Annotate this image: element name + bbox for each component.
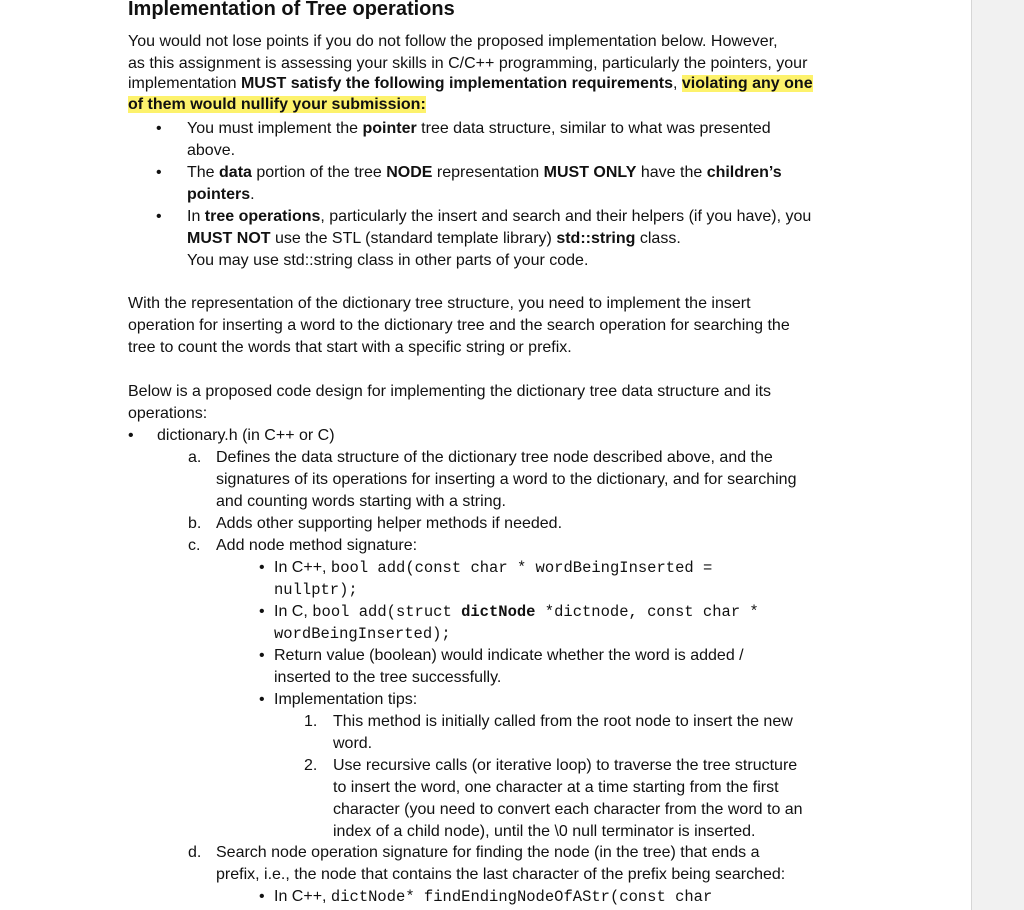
item-a-marker: a.: [188, 449, 202, 466]
bullet-icon: •: [259, 647, 265, 664]
bullet-icon: •: [259, 888, 265, 905]
intro-highlight-text: of them would nullify your submission: [128, 96, 421, 113]
req-2-text-e: representation: [432, 164, 544, 181]
tip-2-marker: 2.: [304, 757, 318, 774]
req-2-bold-data: data: [219, 164, 252, 181]
bullet-icon: •: [156, 164, 162, 181]
find-prefix: In C++,: [274, 888, 331, 905]
req-2-bold-must-only: MUST ONLY: [543, 164, 637, 181]
bullet-icon: •: [259, 559, 265, 576]
intro-line-4: [128, 94, 426, 116]
c-prefix: In C,: [274, 603, 313, 620]
intro-line-1: You would not lose points if you do not follow the proposed implementation below. However,: [128, 33, 778, 50]
req-3-bold-must-not: MUST NOT: [187, 230, 271, 247]
tip-2-line-3: character (you need to convert each character from the word to an: [333, 801, 803, 818]
cpp-signature-line-2: [274, 579, 358, 601]
file-item: dictionary.h (in C++ or C): [157, 427, 335, 444]
intro-line-2: as this assignment is assessing your skills in C/C++ programming, particularly the pointers, your: [128, 55, 808, 72]
req-1-line-2: above.: [187, 142, 236, 159]
intro-highlight-2: [128, 96, 426, 113]
req-2-text-a: The: [187, 164, 220, 181]
cpp-signature-line-1: [274, 557, 712, 579]
tip-1-line-1: This method is initially called from the root node to insert the new: [333, 713, 793, 730]
intro-bold-requirement: MUST satisfy the following implementation requirements: [240, 75, 674, 92]
req-2-bold-children: children’s: [706, 164, 782, 181]
req-1-text-c: tree data structure, similar to what was presented: [416, 120, 771, 137]
intro-highlight-1: violating any one: [681, 75, 813, 92]
c-signature-line-2: [274, 623, 451, 645]
bullet-icon: •: [259, 603, 265, 620]
req-2-line-2: [187, 184, 255, 206]
req-3-bold: tree operations: [204, 208, 321, 225]
para2-line-1: With the representation of the dictionary tree structure, you need to implement the insert: [128, 295, 751, 312]
return-line-2: inserted to the tree successfully.: [274, 669, 502, 686]
tip-2-line-2: to insert the word, one character at a time starting from the first: [333, 779, 779, 796]
req-3-line-3: You may use std::string class in other parts of your code.: [187, 252, 589, 269]
find-code: dictNode* findEndingNodeOfAStr(const char: [330, 888, 713, 906]
c-code-dictnode: dictNode: [461, 603, 536, 621]
item-d-line-1: Search node operation signature for finding the node (in the tree) that ends a: [216, 844, 760, 861]
section-heading: Implementation of Tree operations: [128, 0, 455, 20]
req-3-line-1: [187, 206, 811, 228]
para2-line-3: tree to count the words that start with a specific string or prefix.: [128, 339, 572, 356]
item-a-line-1: Defines the data structure of the dictionary tree node described above, and the: [216, 449, 773, 466]
right-margin-panel: [971, 0, 1024, 910]
cpp-code-2: nullptr);: [274, 581, 358, 599]
c-code-1a: bool add(struct: [312, 603, 462, 621]
tip-1-line-2: word.: [333, 735, 373, 752]
req-1-line-1: [187, 118, 771, 140]
intro-colon: :: [420, 96, 426, 113]
c-code-1c: *dictnode, const char *: [535, 603, 759, 621]
req-2-period: .: [250, 186, 255, 203]
return-line-1: Return value (boolean) would indicate whether the word is added /: [274, 647, 744, 664]
req-3-text-a: In: [187, 208, 205, 225]
req-2-bold-pointers: pointers: [187, 186, 251, 203]
req-3-text-b: use the STL (standard template library): [270, 230, 557, 247]
para2-line-2: operation for inserting a word to the dictionary tree and the search operation for searching the: [128, 317, 790, 334]
tip-1-marker: 1.: [304, 713, 318, 730]
item-a-line-3: and counting words starting with a string.: [216, 493, 506, 510]
req-2-bold-node: NODE: [386, 164, 433, 181]
item-d-marker: d.: [188, 844, 202, 861]
item-a-line-2: signatures of its operations for inserting a word to the dictionary, and for searching: [216, 471, 797, 488]
req-2-text-g: have the: [636, 164, 707, 181]
intro-comma: ,: [673, 75, 682, 92]
req-1-bold: pointer: [362, 120, 417, 137]
para3-line-2: operations:: [128, 405, 208, 422]
c-signature-line-1: [274, 601, 759, 623]
req-3-text-c: , particularly the insert and search and their helpers (if you have), you: [320, 208, 812, 225]
req-2-text-c: portion of the tree: [251, 164, 387, 181]
bullet-icon: •: [156, 120, 162, 137]
bullet-icon: •: [156, 208, 162, 225]
item-d-line-2: prefix, i.e., the node that contains the last character of the prefix being searched:: [216, 866, 786, 883]
req-2-line-1: [187, 162, 782, 184]
bullet-icon: •: [259, 691, 265, 708]
tips-heading: Implementation tips:: [274, 691, 418, 708]
intro-text: implementation: [128, 75, 241, 92]
item-b-line-1: Adds other supporting helper methods if needed.: [216, 515, 563, 532]
para3-line-1: Below is a proposed code design for implementing the dictionary tree data structure and its: [128, 383, 772, 400]
tip-2-line-4: index of a child node), until the \0 null terminator is inserted.: [333, 823, 756, 840]
item-c-marker: c.: [188, 537, 201, 554]
req-3-text-d: class.: [635, 230, 681, 247]
req-3-bold-std-string: std::string: [556, 230, 636, 247]
cpp-code-1: bool add(const char * wordBeingInserted =: [330, 559, 713, 577]
bullet-icon: •: [128, 427, 134, 444]
find-signature-line-1: [274, 886, 712, 908]
item-b-marker: b.: [188, 515, 202, 532]
intro-line-3: [128, 73, 813, 95]
req-3-line-2: [187, 228, 681, 250]
c-code-2: wordBeingInserted);: [274, 625, 451, 643]
item-c-line-1: Add node method signature:: [216, 537, 418, 554]
req-1-text-a: You must implement the: [187, 120, 363, 137]
cpp-prefix: In C++,: [274, 559, 331, 576]
tip-2-line-1: Use recursive calls (or iterative loop) to traverse the tree structure: [333, 757, 798, 774]
